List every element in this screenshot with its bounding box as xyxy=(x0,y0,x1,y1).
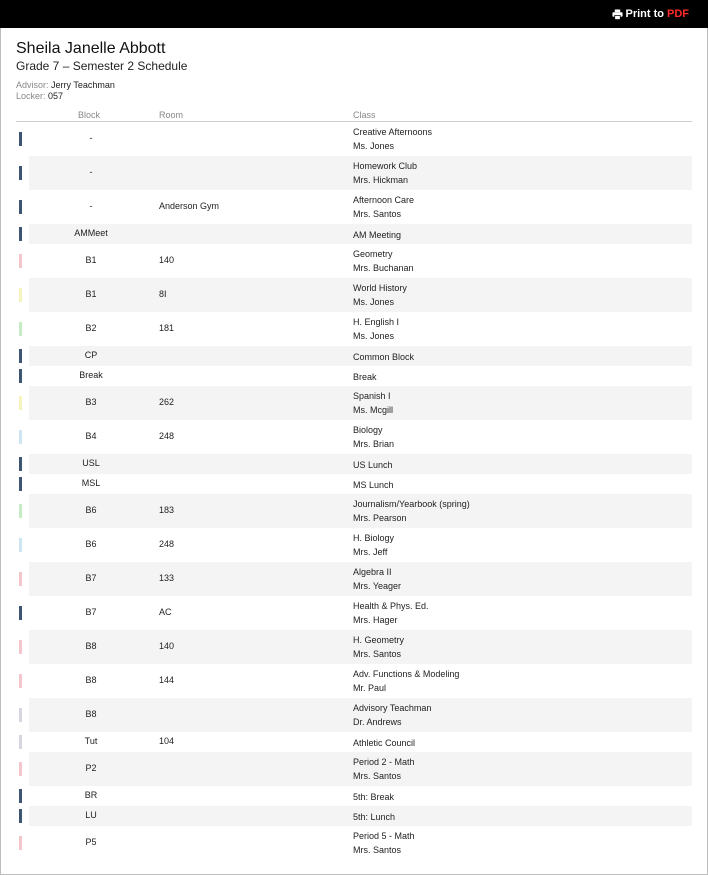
class-name: US Lunch xyxy=(353,460,393,470)
row-block: CP xyxy=(84,350,98,360)
row-block: B8 xyxy=(85,641,97,651)
table-row xyxy=(16,244,692,278)
table-row xyxy=(16,786,692,806)
block-color-indicator xyxy=(19,477,22,491)
row-block: Tut xyxy=(84,736,98,746)
teacher-name: Mrs. Santos xyxy=(353,649,402,659)
schedule-header xyxy=(16,40,187,73)
teacher-name: Mrs. Hager xyxy=(353,615,398,625)
teacher-name: Ms. Jones xyxy=(353,297,395,307)
pdf-label: PDF xyxy=(667,8,689,20)
teacher-name: Mr. Paul xyxy=(353,683,387,693)
row-block: B8 xyxy=(85,709,97,719)
block-color-indicator xyxy=(19,789,22,803)
row-class xyxy=(353,370,377,384)
row-room: 8I xyxy=(159,289,167,299)
table-row xyxy=(16,698,692,732)
row-class xyxy=(353,350,414,364)
row-class xyxy=(353,423,394,451)
block-color-indicator xyxy=(19,606,22,620)
row-block: B3 xyxy=(85,397,97,407)
class-name: Period 5 - Math xyxy=(353,831,415,841)
row-block: USL xyxy=(82,458,100,468)
table-row xyxy=(16,596,692,630)
block-color-indicator xyxy=(19,166,22,180)
row-class xyxy=(353,736,415,750)
column-header-block: Block xyxy=(78,110,101,120)
block-color-indicator xyxy=(19,674,22,688)
block-color-indicator xyxy=(19,227,22,241)
row-class xyxy=(353,810,395,824)
block-color-indicator xyxy=(19,254,22,268)
block-color-indicator xyxy=(19,132,22,146)
block-color-indicator xyxy=(19,349,22,363)
row-class xyxy=(353,599,429,627)
row-class xyxy=(353,497,470,525)
block-color-indicator xyxy=(19,457,22,471)
row-block: - xyxy=(89,133,93,143)
row-room: 140 xyxy=(159,641,175,651)
table-row xyxy=(16,366,692,386)
schedule-subtitle: Grade 7 – Semester 2 Schedule xyxy=(16,59,188,73)
row-block: B6 xyxy=(85,505,97,515)
class-name: Biology xyxy=(353,425,383,435)
row-class xyxy=(353,790,394,804)
print-label: Print to xyxy=(625,8,664,20)
class-name: Homework Club xyxy=(353,161,418,171)
row-block: B8 xyxy=(85,675,97,685)
block-color-indicator xyxy=(19,809,22,823)
row-block: B1 xyxy=(85,255,97,265)
table-row xyxy=(16,122,692,156)
advisor-value: Jerry Teachman xyxy=(51,80,115,90)
teacher-name: Ms. Jones xyxy=(353,141,395,151)
table-row xyxy=(16,278,692,312)
row-class xyxy=(353,565,401,593)
class-name: Adv. Functions & Modeling xyxy=(353,669,460,679)
row-class xyxy=(353,667,459,695)
class-name: Geometry xyxy=(353,249,393,259)
row-block: - xyxy=(89,167,93,177)
row-class xyxy=(353,193,414,221)
teacher-name: Mrs. Yeager xyxy=(353,581,402,591)
table-row xyxy=(16,454,692,474)
table-row xyxy=(16,312,692,346)
teacher-name: Mrs. Hickman xyxy=(353,175,409,185)
row-class xyxy=(353,755,415,783)
row-class xyxy=(353,633,404,661)
class-name: Common Block xyxy=(353,352,415,362)
row-block: AMMeet xyxy=(74,228,108,238)
row-room: Anderson Gym xyxy=(159,201,220,211)
row-room: 183 xyxy=(159,505,175,515)
table-row xyxy=(16,664,692,698)
locker-label: Locker: xyxy=(16,91,46,101)
row-block: Break xyxy=(79,370,103,380)
class-name: H. English I xyxy=(353,317,400,327)
class-name: Health & Phys. Ed. xyxy=(353,601,429,611)
column-header-room: Room xyxy=(159,110,184,120)
class-name: Period 2 - Math xyxy=(353,757,415,767)
row-class xyxy=(353,389,393,417)
student-meta xyxy=(16,80,115,102)
table-row xyxy=(16,528,692,562)
row-block: B6 xyxy=(85,539,97,549)
row-block: B2 xyxy=(85,323,97,333)
row-class xyxy=(353,458,393,472)
table-header xyxy=(16,108,692,122)
table-row xyxy=(16,420,692,454)
table-row xyxy=(16,346,692,366)
table-row xyxy=(16,474,692,494)
class-name: 5th: Break xyxy=(353,792,395,802)
row-room: AC xyxy=(159,607,172,617)
row-class xyxy=(353,478,394,492)
table-row xyxy=(16,386,692,420)
row-block: B7 xyxy=(85,573,97,583)
block-color-indicator xyxy=(19,504,22,518)
row-room: 104 xyxy=(159,736,175,746)
class-name: Journalism/Yearbook (spring) xyxy=(353,499,470,509)
class-name: Spanish I xyxy=(353,391,391,401)
row-class xyxy=(353,159,417,187)
class-name: Algebra II xyxy=(353,567,392,577)
block-color-indicator xyxy=(19,836,22,850)
row-class xyxy=(353,701,431,729)
teacher-name: Mrs. Brian xyxy=(353,439,395,449)
block-color-indicator xyxy=(19,762,22,776)
block-color-indicator xyxy=(19,538,22,552)
class-name: MS Lunch xyxy=(353,480,394,490)
class-name: 5th: Lunch xyxy=(353,812,396,822)
class-name: H. Biology xyxy=(353,533,395,543)
class-name: Athletic Council xyxy=(353,738,416,748)
teacher-name: Ms. Jones xyxy=(353,331,395,341)
top-bar xyxy=(0,0,708,28)
student-name: Sheila Janelle Abbott xyxy=(16,40,166,57)
table-row xyxy=(16,494,692,528)
block-color-indicator xyxy=(19,288,22,302)
teacher-name: Mrs. Santos xyxy=(353,845,402,855)
table-row xyxy=(16,562,692,596)
locker-value: 057 xyxy=(48,91,64,101)
teacher-name: Mrs. Santos xyxy=(353,771,402,781)
locker-line xyxy=(16,91,115,102)
teacher-name: Mrs. Pearson xyxy=(353,513,407,523)
row-class xyxy=(353,531,394,559)
advisor-label: Advisor: xyxy=(16,80,49,90)
class-name: AM Meeting xyxy=(353,230,402,240)
table-row xyxy=(16,806,692,826)
row-block: P2 xyxy=(85,763,97,773)
row-room: 262 xyxy=(159,397,175,407)
block-color-indicator xyxy=(19,322,22,336)
class-name: Creative Afternoons xyxy=(353,127,433,137)
class-name: H. Geometry xyxy=(353,635,405,645)
row-block: - xyxy=(89,201,93,211)
row-class xyxy=(353,829,415,857)
row-block: P5 xyxy=(85,837,97,847)
advisor-line xyxy=(16,80,115,91)
print-to-pdf-button[interactable] xyxy=(612,7,690,21)
block-color-indicator xyxy=(19,640,22,654)
block-color-indicator xyxy=(19,200,22,214)
row-class xyxy=(353,281,407,309)
table-row xyxy=(16,190,692,224)
block-color-indicator xyxy=(19,430,22,444)
class-name: Afternoon Care xyxy=(353,195,415,205)
row-room: 144 xyxy=(159,675,175,685)
table-row xyxy=(16,224,692,244)
table-row xyxy=(16,752,692,786)
row-block: LU xyxy=(85,810,97,820)
row-block: B1 xyxy=(85,289,97,299)
block-color-indicator xyxy=(19,396,22,410)
column-header-class: Class xyxy=(353,110,376,120)
row-block: B7 xyxy=(85,607,97,617)
table-row xyxy=(16,732,692,752)
row-class xyxy=(353,315,399,343)
class-name: Break xyxy=(353,372,377,382)
row-block: BR xyxy=(84,790,98,800)
table-row xyxy=(16,826,692,860)
class-name: World History xyxy=(353,283,407,293)
block-color-indicator xyxy=(19,708,22,722)
table-row xyxy=(16,156,692,190)
teacher-name: Ms. Mcgill xyxy=(353,405,393,415)
row-room: 248 xyxy=(159,431,175,441)
block-color-indicator xyxy=(19,735,22,749)
block-color-indicator xyxy=(19,572,22,586)
teacher-name: Mrs. Jeff xyxy=(353,547,388,557)
row-room: 133 xyxy=(159,573,175,583)
teacher-name: Dr. Andrews xyxy=(353,717,402,727)
row-room: 181 xyxy=(159,323,175,333)
row-block: MSL xyxy=(81,478,101,488)
schedule-table xyxy=(16,122,692,860)
row-class xyxy=(353,247,414,275)
row-block: B4 xyxy=(85,431,97,441)
block-color-indicator xyxy=(19,369,22,383)
row-class xyxy=(353,228,401,242)
teacher-name: Mrs. Buchanan xyxy=(353,263,414,273)
printer-icon xyxy=(612,9,623,20)
row-room: 248 xyxy=(159,539,175,549)
table-row xyxy=(16,630,692,664)
row-class xyxy=(353,125,432,153)
teacher-name: Mrs. Santos xyxy=(353,209,402,219)
class-name: Advisory Teachman xyxy=(353,703,432,713)
row-room: 140 xyxy=(159,255,175,265)
